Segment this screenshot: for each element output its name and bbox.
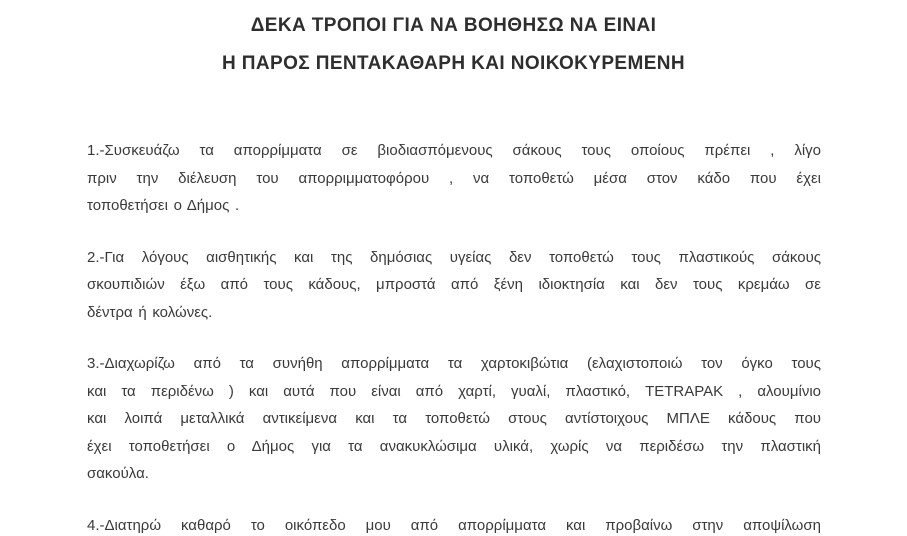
text-line: δέντρα ή κολώνες. [87,303,213,321]
text-line: 1.-Συσκευάζω τα απορρίμματα σε βιοδιασπόμενους σάκους τους οποίους πρέπει , λίγο [87,142,821,159]
text-line: 2.-Για λόγους αισθητικής και της δημόσιας υγείας δεν τοποθετώ τους πλαστικούς σάκους [87,248,821,266]
document-title [0,7,907,83]
paragraph-4 [87,512,821,536]
document-title-line-2: Η ΠΑΡΟΣ ΠΕΝΤΑΚΑΘΑΡΗ ΚΑΙ ΝΟΙΚΟΚΥΡΕΜΕΝΗ [221,53,686,74]
document-body [87,137,821,536]
text-line: σκουπιδιών έξω από τους κάδους, μπροστά από ξένη ιδιοκτησία και δεν τους κρεμάω σε [87,276,821,293]
text-line: πριν την διέλευση του απορριμματοφόρου , να τοποθετώ μέσα στον κάδο που έχει [87,169,821,187]
text-line: τοποθετήσει ο Δήμος . [87,197,240,214]
paragraph-1 [87,137,821,220]
text-line: 4.-Διατηρώ καθαρό το οικόπεδο μου από απορρίμματα και προβαίνω στην αποψίλωση [87,516,821,534]
text-line: έχει τοποθετήσει ο Δήμος για τα ανακυκλώσιμα υλικά, χωρίς να περιδέσω την πλαστική [87,437,821,455]
text-line: 3.-Διαχωρίζω από τα συνήθη απορρίμματα τα χαρτοκιβώτια (ελαχιστοποιώ τον όγκο τους [87,355,821,372]
text-line: και λοιπά μεταλλικά αντικείμενα και τα τοποθετώ στους αντίστοιχους ΜΠΛΕ κάδους που [87,410,821,427]
document-title-line-1: ΔΕΚΑ ΤΡΟΠΟΙ ΓΙΑ ΝΑ ΒΟΗΘΗΣΩ ΝΑ ΕΙΝΑΙ [250,15,657,36]
text-line: σακούλα. [87,465,149,482]
paragraph-2 [87,244,821,327]
text-line: και τα περιδένω ) και αυτά που είναι από χαρτί, γυαλί, πλαστικό, TETRAPAK , αλουμίνιο [87,382,821,400]
paragraph-3 [87,350,821,488]
